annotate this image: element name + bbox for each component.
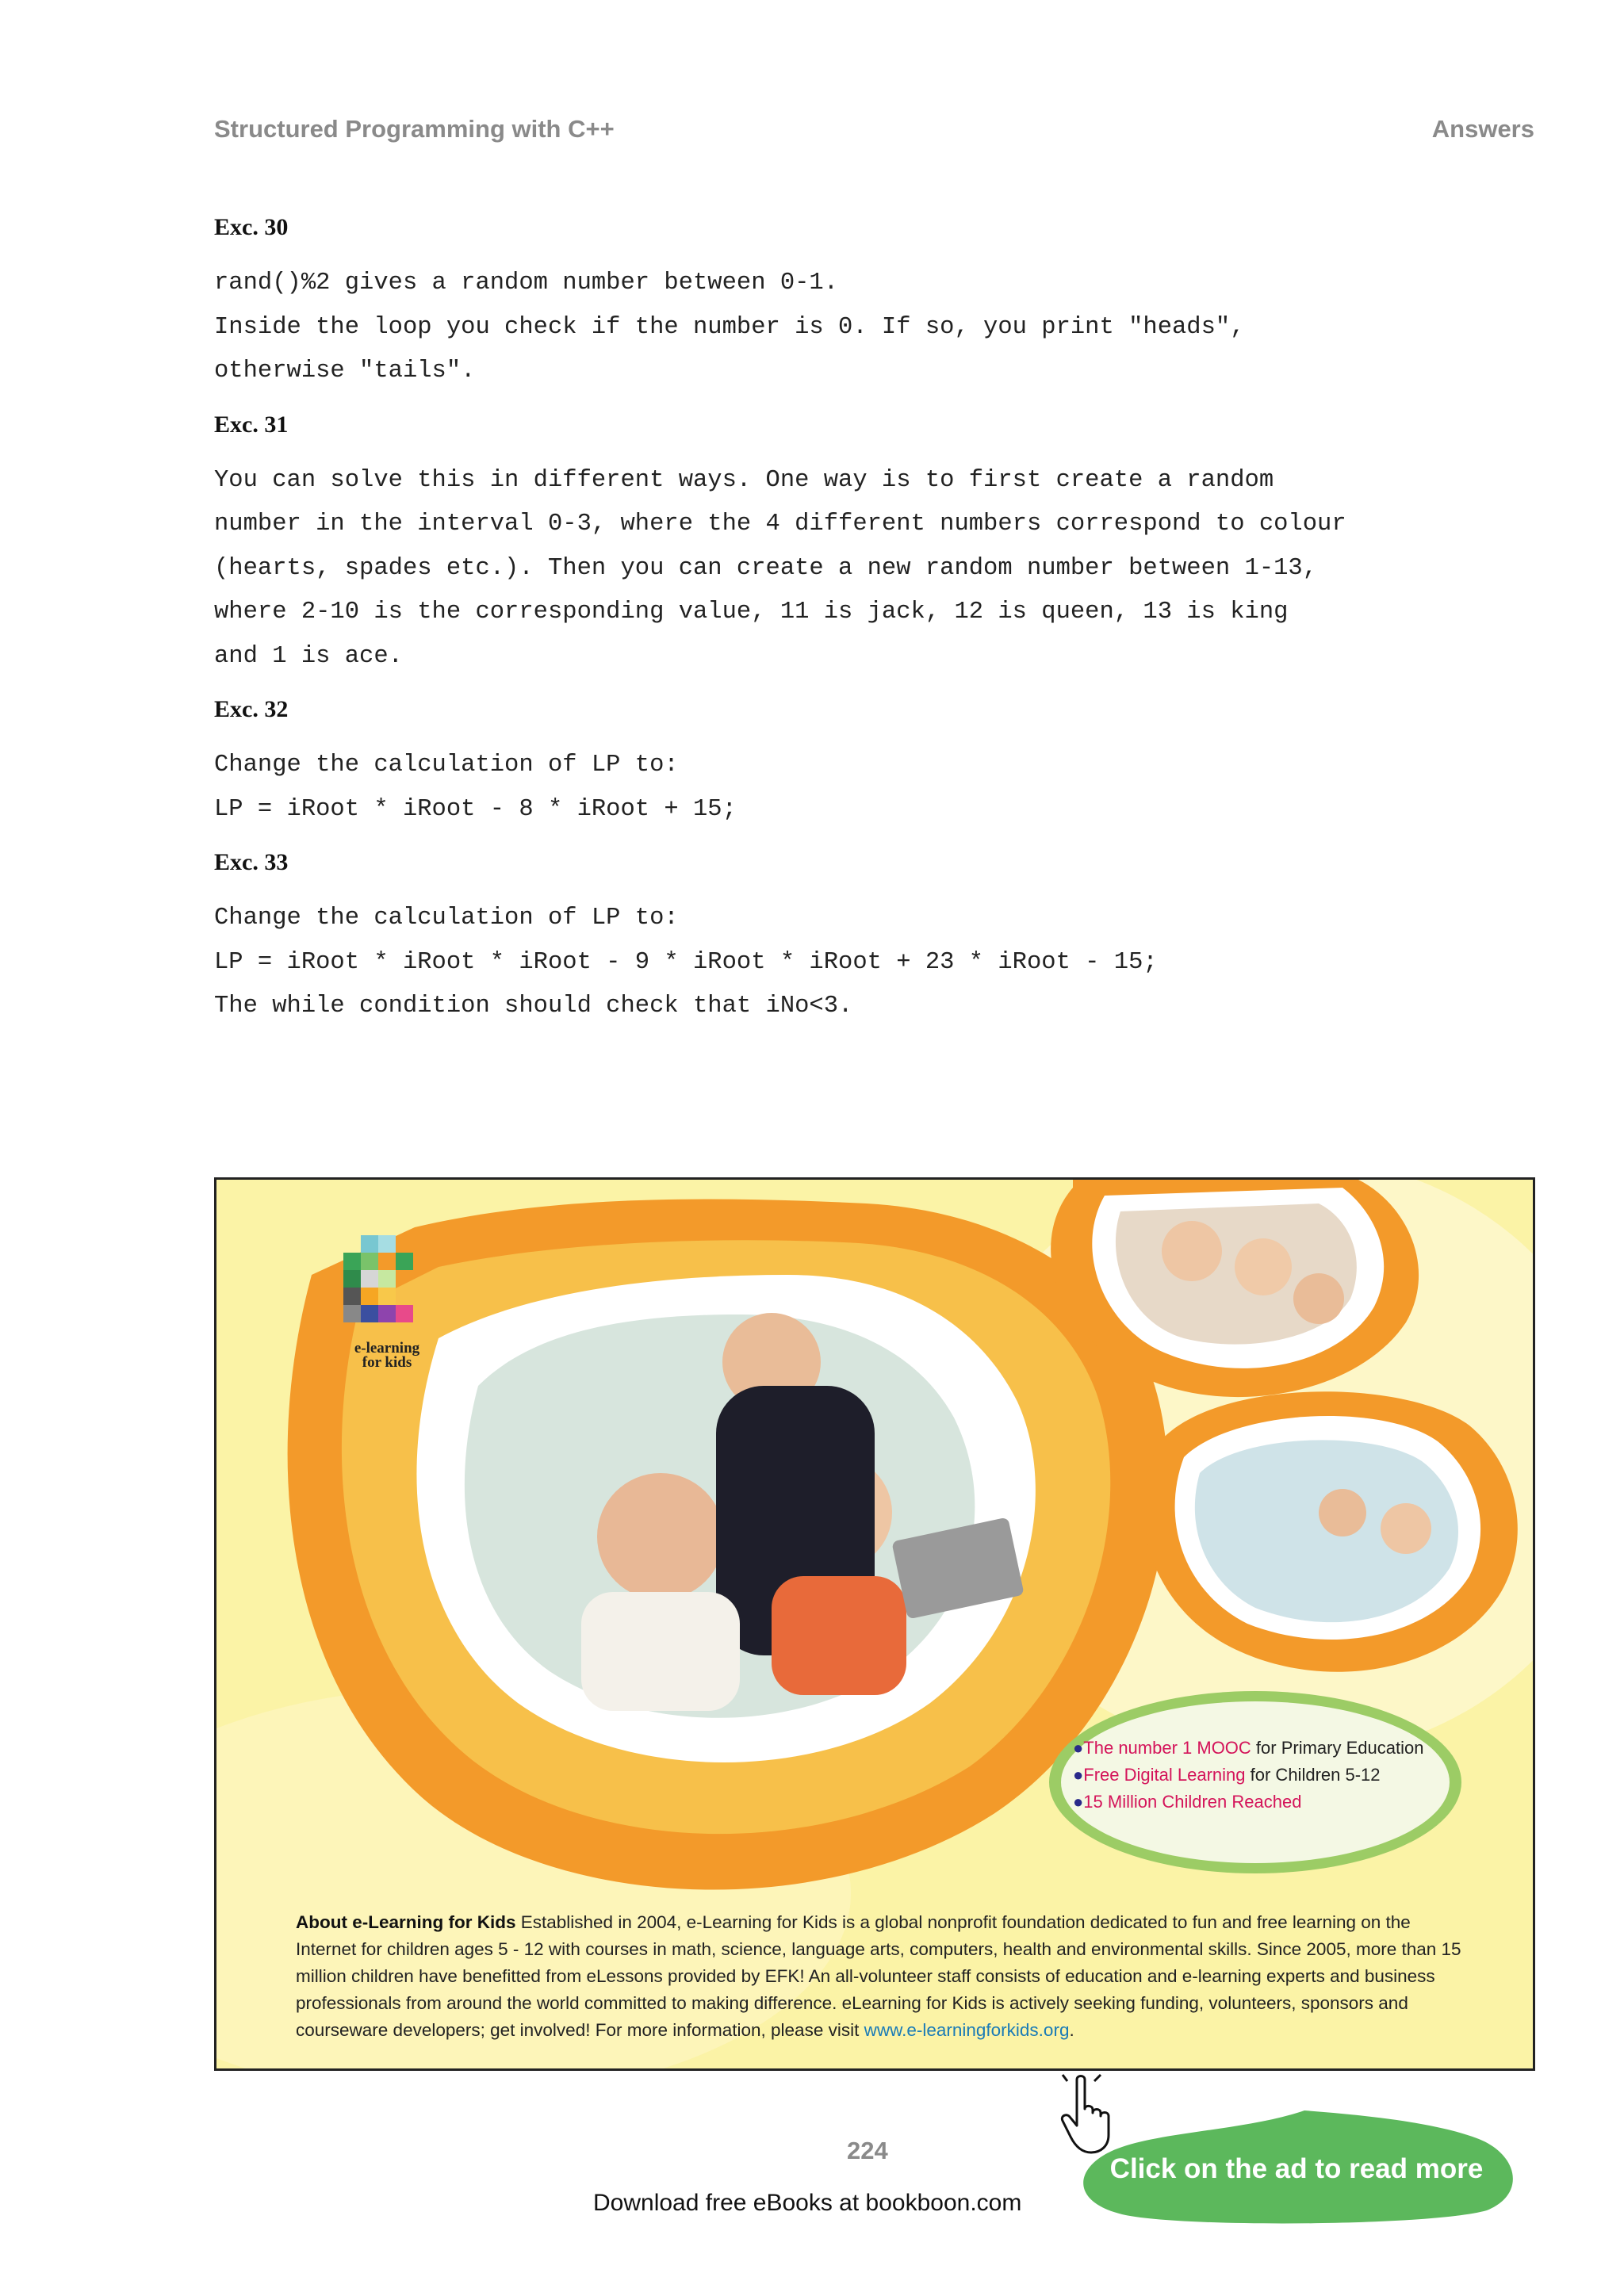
ad-website-link[interactable]: www.e-learningforkids.org: [864, 2020, 1070, 2040]
answers-content: [214, 212, 1538, 1045]
exercise-32-text: Change the calculation of LP to: LP = iRoot * iRoot - 8 * iRoot + 15;: [214, 752, 737, 823]
elearning-logo: [343, 1235, 431, 1370]
logo-text-line1: e-learning: [354, 1340, 420, 1357]
exercise-33-text: Change the calculation of LP to: LP = iRoot * iRoot * iRoot - 9 * iRoot * iRoot + 23 * iRoot - 15; The while condition should check that iNo<3.: [214, 905, 1158, 1020]
click-ad-button[interactable]: [1067, 2107, 1522, 2226]
running-header-title: Structured Programming with C++: [214, 115, 615, 143]
exercise-31-title: Exc. 31: [214, 411, 289, 438]
advertisement-banner[interactable]: [214, 1177, 1535, 2071]
exercise-30-title: Exc. 30: [214, 214, 289, 240]
exercise-32-title: Exc. 32: [214, 696, 289, 722]
ad-bullet-list: [1073, 1735, 1438, 1816]
exercise-30-text: rand()%2 gives a random number between 0-1. Inside the loop you check if the number is 0. If so, you print "heads", otherwise "tails".: [214, 270, 1245, 385]
ad-bullet: ●The number 1 MOOC for Primary Education: [1073, 1738, 1424, 1758]
ad-bullet: ●Free Digital Learning for Children 5-12: [1073, 1765, 1381, 1785]
exercise-33-title: Exc. 33: [214, 849, 289, 875]
logo-mosaic-icon: [343, 1235, 431, 1338]
page-number: 224: [847, 2137, 888, 2164]
logo-text-line2: for kids: [362, 1354, 412, 1371]
download-footer[interactable]: Download free eBooks at bookboon.com: [593, 2190, 1022, 2216]
cta-label: Click on the ad to read more: [1109, 2153, 1484, 2184]
running-header-section: Answers: [1431, 115, 1534, 143]
ad-about-text: About e-Learning for Kids Established in 2004, e-Learning for Kids is a global nonprofit foundation dedicated to fun and free learning on the Internet for children ages 5 - 12 with courses in math, science, language arts, computers, health and environmental skills. Since 2005, more than 15 million children have benefitted from eLessons provided by EFK! An all-volunteer staff consists of education and e-learning experts and business professionals from around the world committed to making difference. eLearning for Kids is actively seeking funding, volunteers, sponsors and courseware developers; get involved! For more information, please visit www.e-learningforkids.org.: [296, 1912, 1461, 2040]
exercise-31-text: You can solve this in different ways. One way is to first create a random number in the interval 0-3, where the 4 different numbers correspond to colour (hearts, spades etc.). Then you can create a new random number between 1-13, where 2-10 is the corresponding value, 11 is jack, 12 is queen, 13 is king and 1 is ace.: [214, 466, 1346, 670]
ad-bullet: ●15 Million Children Reached: [1073, 1792, 1302, 1812]
